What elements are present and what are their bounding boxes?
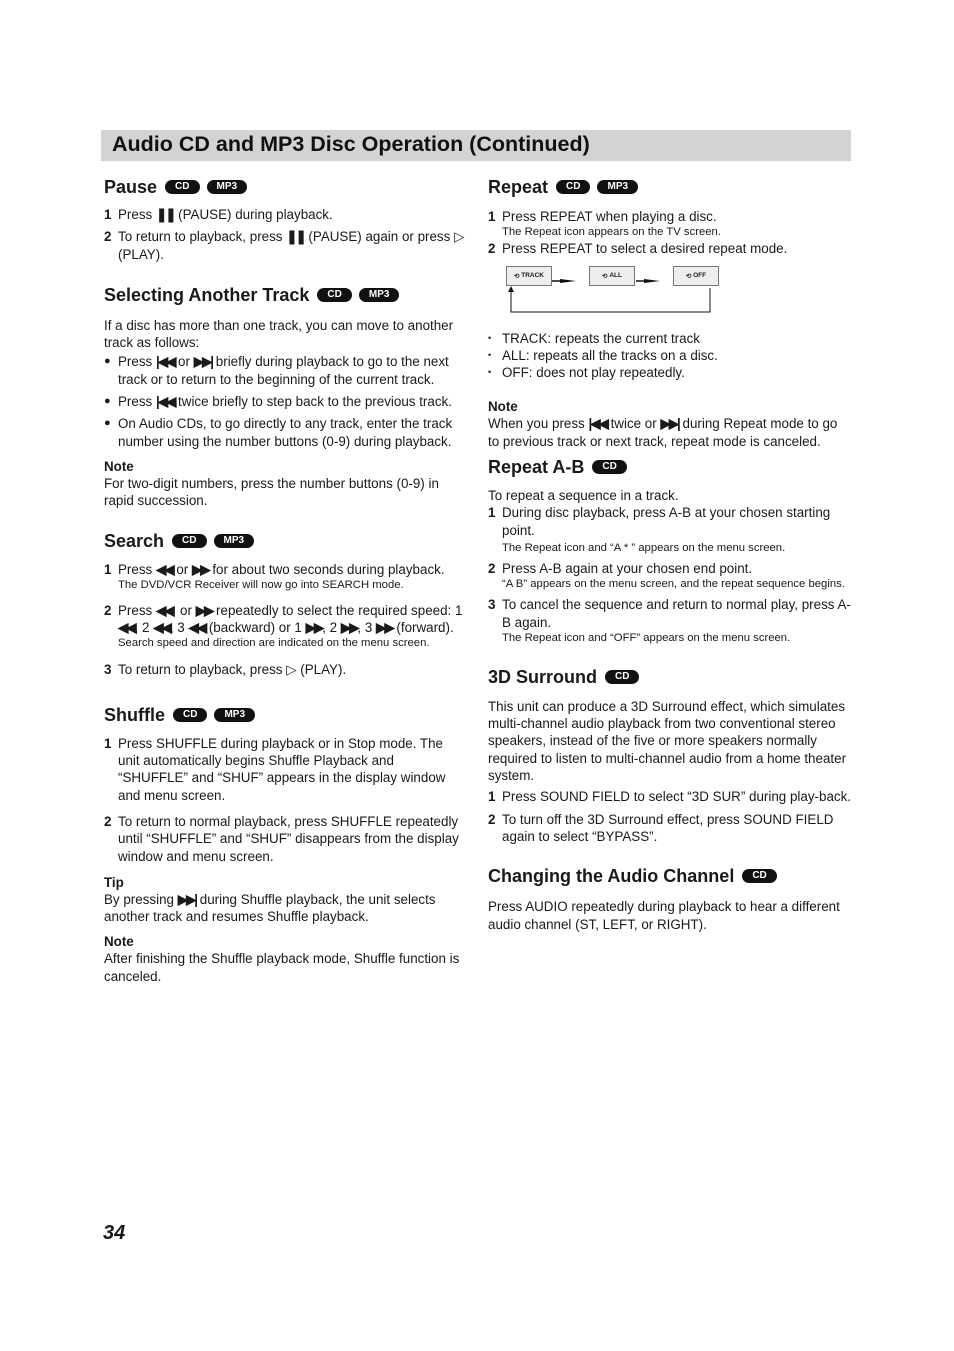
repeat-ab-step-2: 2 Press A-B again at your chosen end point. “A B” appears on the menu screen, and the repeat sequence begins. (488, 560, 845, 591)
cd-badge: CD (165, 180, 199, 194)
repeat-mode-diagram (488, 266, 852, 316)
select-track-section (104, 284, 466, 510)
fast-forward-icon: ▶▶ (195, 602, 213, 618)
pause-step-2: 2 To return to playback, press ❚❚ (PAUSE) again or press ▷ (PLAY). (104, 229, 465, 262)
shuffle-tip: By pressing ▶▶| during Shuffle playback, the unit selects another track and resumes Shuffle playback. (104, 891, 436, 925)
audio-channel-heading: Changing the Audio Channel (488, 866, 735, 887)
page-number: 34 (103, 1222, 126, 1244)
repeat-note-label: Note (488, 399, 518, 415)
pause-step-1: 1 Press ❚❚ (PAUSE) during playback. (104, 207, 333, 222)
prev-icon: |◀◀ (588, 416, 607, 432)
select-note: For two-digit numbers, press the number buttons (0-9) in rapid succession. (104, 475, 439, 509)
search-step-3: 3 To return to playback, press ▷ (PLAY). (104, 662, 347, 678)
fast-forward-icon: ▶▶ (191, 561, 209, 577)
select-track-heading: Selecting Another Track (104, 284, 310, 305)
cd-badge: CD (742, 869, 776, 883)
shuffle-note: After finishing the Shuffle playback mode, Shuffle function is canceled. (104, 951, 460, 984)
prev-icon: |◀◀ (155, 394, 175, 410)
repeat-ab-step-3: 3 To cancel the sequence and return to normal play, press A-B again. The Repeat icon and “OFF” appears on the menu screen. (488, 597, 851, 644)
mp3-badge: MP3 (359, 288, 400, 302)
pause-icon: ❚❚ (155, 207, 175, 222)
shuffle-step-2: 2 To return to normal playback, press SHUFFLE repeatedly until “SHUFFLE” and “SHUF” disappears from the display window and menu screen. (104, 813, 459, 864)
left-column (104, 176, 466, 985)
repeat-ab-heading: Repeat A-B (488, 457, 585, 478)
search-heading: Search (104, 530, 165, 551)
audio-channel-section (488, 865, 852, 933)
select-bullet-1: ● Press |◀◀ or ▶▶| briefly during playback to go to the next track or to return to the beginning of the current track. (104, 354, 449, 387)
select-bullet-2: ● Press |◀◀ twice briefly to step back to the previous track. (104, 394, 452, 410)
next-icon: ▶▶| (660, 416, 679, 432)
repeat-off-box: ⟲ OFF (673, 266, 719, 286)
shuffle-tip-label: Tip (104, 874, 124, 890)
repeat-track-box: ⟲ TRACK (506, 266, 552, 286)
repeat-all-box: ⟲ ALL (589, 266, 635, 286)
repeat-icon: ⟲ (602, 272, 610, 280)
repeat-mode-list (488, 330, 852, 382)
audio-channel-body: Press AUDIO repeatedly during playback to hear a different audio channel (ST, LEFT, or RIGHT). (488, 899, 840, 932)
surround-section (488, 666, 852, 845)
right-column (488, 176, 852, 933)
next-icon: ▶▶| (177, 891, 197, 907)
next-icon: ▶▶| (193, 354, 213, 370)
surround-heading: 3D Surround (488, 666, 598, 687)
mp3-badge: MP3 (214, 534, 255, 548)
shuffle-step-1: 1 Press SHUFFLE during playback or in Stop mode. The unit automatically begins Shuffle Playback and “SHUFFLE” and “SHUF” appears in the display window and menu screen. (104, 735, 446, 803)
repeat-section (488, 176, 852, 450)
mp3-badge: MP3 (207, 180, 248, 194)
repeat-note: When you press |◀◀ twice or ▶▶| during Repeat mode to go to previous track or next track, repeat mode is canceled. (488, 416, 838, 449)
surround-step-1: 1 Press SOUND FIELD to select “3D SUR” during play-back. (488, 789, 852, 805)
select-bullet-3: ● On Audio CDs, to go directly to any track, enter the track number using the number buttons (0-9) during playback. (104, 416, 453, 449)
select-note-label: Note (104, 458, 134, 474)
search-step-1: 1 Press ◀◀ or ▶▶ for about two seconds during playback. The DVD/VCR Receiver will now go into SEARCH mode. (104, 561, 445, 591)
cd-badge: CD (605, 670, 639, 684)
cd-badge: CD (173, 708, 207, 722)
repeat-mode-item: • TRACK: repeats the current track (488, 330, 700, 346)
title-bar (101, 130, 851, 161)
pause-icon: ❚❚ (286, 229, 305, 245)
prev-icon: |◀◀ (155, 354, 175, 370)
surround-intro: This unit can produce a 3D Surround effect, which simulates multi-channel audio playback from two conventional stereo speakers, instead of the five or more speakers normally required to listen to multi-channel audio from a home theater system. (488, 698, 847, 784)
search-section (104, 530, 466, 679)
repeat-mode-item: • ALL: repeats all the tracks on a disc. (488, 347, 718, 363)
play-icon: ▷ (454, 229, 465, 245)
cd-badge: CD (556, 180, 590, 194)
repeat-heading: Repeat (488, 177, 549, 197)
mp3-badge: MP3 (597, 180, 638, 194)
pause-section (104, 176, 466, 263)
search-step-2: 2 Press ◀◀ or ▶▶ repeatedly to select the required speed: 1 ◀◀, 2 ◀◀, 3 ◀◀ (backward) or 1 ▶▶, 2 ▶▶, 3 ▶▶ (forward). Search speed and direction are indicated on the menu screen. (104, 602, 463, 650)
repeat-ab-step-1: 1 During disc playback, press A-B at your chosen starting point. The Repeat icon and “A * ” appears on the menu screen. (488, 505, 831, 554)
pause-heading: Pause (104, 177, 158, 197)
cd-badge: CD (592, 460, 626, 474)
mp3-badge: MP3 (214, 708, 255, 722)
surround-step-2: 2 To turn off the 3D Surround effect, press SOUND FIELD again to select “BYPASS”. (488, 811, 834, 844)
repeat-step-2: 2 Press REPEAT to select a desired repeat mode. (488, 241, 788, 257)
repeat-ab-section (488, 456, 852, 646)
repeat-step-1: 1 Press REPEAT when playing a disc. The Repeat icon appears on the TV screen. (488, 209, 721, 239)
shuffle-section (104, 704, 466, 985)
shuffle-note-label: Note (104, 934, 134, 950)
shuffle-heading: Shuffle (104, 704, 165, 725)
repeat-mode-item: • OFF: does not play repeatedly. (488, 365, 685, 381)
page-title: Audio CD and MP3 Disc Operation (Continued) (112, 132, 590, 156)
play-icon: ▷ (286, 662, 297, 678)
select-track-intro: If a disc has more than one track, you can move to another track as follows: (104, 317, 454, 351)
rewind-icon: ◀◀ (155, 561, 173, 577)
cd-badge: CD (172, 534, 206, 548)
cd-badge: CD (317, 288, 351, 302)
repeat-ab-intro: To repeat a sequence in a track. (488, 488, 679, 504)
repeat-icon: ⟲ (513, 272, 522, 280)
repeat-icon: ⟲ (685, 272, 694, 280)
rewind-icon: ◀◀ (155, 602, 173, 618)
